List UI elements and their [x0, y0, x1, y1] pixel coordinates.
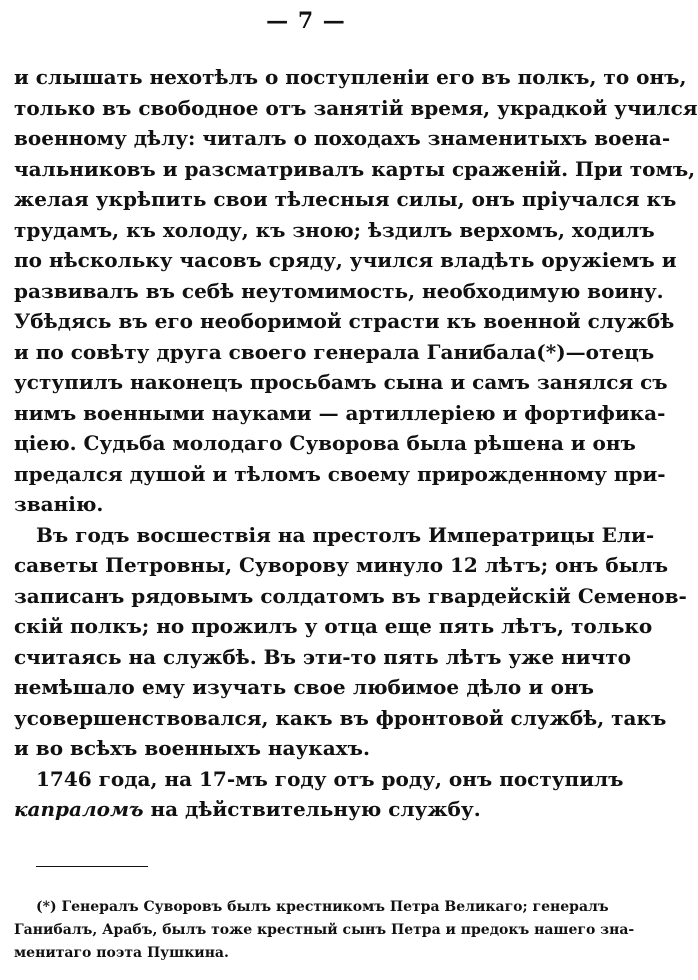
text-line: и во всѣхъ военныхъ наукахъ. — [14, 736, 370, 760]
footnote-line: менитаго поэта Пушкина. — [14, 945, 229, 961]
text-line: записанъ рядовымъ солдатомъ въ гвардейскій Семенов- — [14, 583, 687, 608]
text-line: развивалъ въ себѣ неутомимость, необходимую воину. — [14, 278, 664, 303]
footnote-line: Ганибалъ, Арабъ, былъ тоже крестный сынъ Петра и предокъ нашего зна- — [14, 922, 635, 938]
text-line: немѣшало ему изучать свое любимое дѣло и онъ — [14, 675, 594, 699]
text-line: по нѣскольку часовъ сряду, учился владѣть оружіемъ и — [14, 248, 677, 272]
text-line: военному дѣлу: читалъ о походахъ знаменитыхъ военa- — [14, 126, 671, 150]
text-line: и по совѣту друга своего генерала Ганибала(*)—отецъ — [14, 339, 655, 364]
text-line: ціею. Судьба молодаго Суворова была рѣшена и онъ — [14, 431, 636, 455]
body-text — [14, 62, 698, 825]
italic-word: капраломъ — [14, 797, 144, 821]
text-line: и слышать нехотѣлъ о поступленіи его въ полкъ, то онъ, — [14, 65, 687, 89]
footnote-divider — [36, 866, 148, 867]
text-line: трудамъ, къ холоду, къ зною; ѣздилъ верхомъ, ходилъ — [14, 217, 655, 242]
text-line: уступилъ наконецъ просьбамъ сына и самъ занялся съ — [14, 370, 668, 394]
text-line: Въ годъ восшествія на престолъ Императрицы Ели- — [36, 522, 655, 547]
page-number: — 7 — — [266, 8, 346, 34]
text-line: званію. — [14, 492, 104, 516]
text-line: саветы Петровны, Суворову минуло 12 лѣтъ; онъ былъ — [14, 553, 669, 577]
text-line: чальниковъ и разсматривалъ карты сраженій. При томъ, — [14, 156, 696, 181]
final-line-rest: на дѣйствительную службу. — [143, 797, 481, 821]
text-line: 1746 года, на 17-мъ году отъ роду, онъ поступилъ — [36, 766, 624, 791]
text-line: только въ свободное отъ занятій время, украдкой учился — [14, 95, 698, 120]
text-line: скій полкъ; но прожилъ у отца еще пять лѣтъ, только — [14, 614, 653, 638]
footnote — [14, 896, 635, 965]
text-line: Убѣдясь въ его необоримой страсти къ военной службѣ — [14, 309, 675, 333]
text-line-final — [14, 794, 594, 825]
footnote-line: (*) Генералъ Суворовъ былъ крестникомъ Петра Великаго; генералъ — [36, 899, 609, 915]
text-line: предался душой и тѣломъ своему прирожденному при- — [14, 461, 666, 486]
text-line: нимъ военными науками — артиллеріею и фортифика- — [14, 400, 666, 425]
text-line: желая укрѣпить свои тѣлесныя силы, онъ пріучался къ — [14, 187, 677, 211]
text-line: усовершенствовался, какъ въ фронтовой службѣ, такъ — [14, 705, 667, 730]
text-line: считаясь на службѣ. Въ эти-то пять лѣтъ уже ничто — [14, 644, 632, 669]
